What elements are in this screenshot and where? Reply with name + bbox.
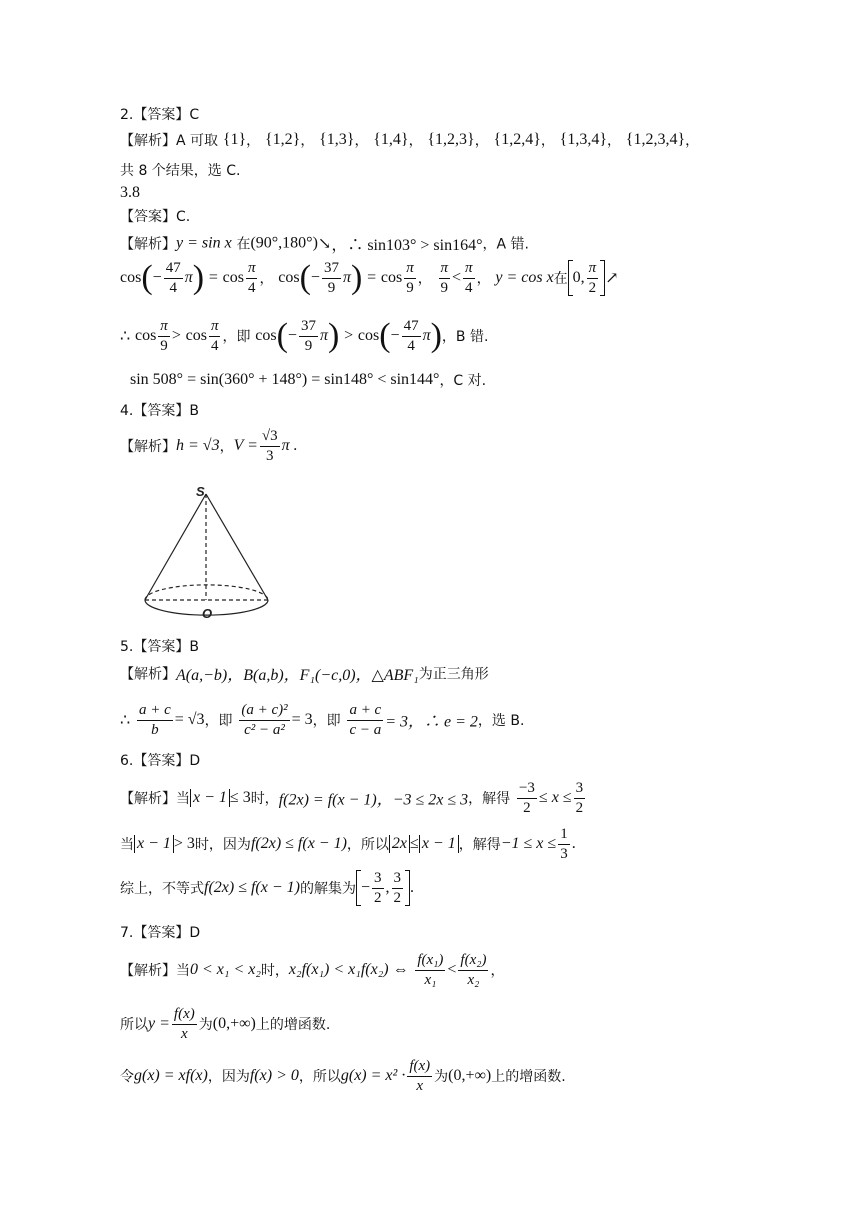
q6-analysis-line1: [120, 780, 860, 816]
cos: cos: [380, 269, 403, 286]
text: ，解得: [468, 791, 511, 807]
text: ，B 错.: [441, 329, 489, 345]
set: {1,2,3}: [427, 131, 475, 148]
paren-left: (: [379, 317, 391, 354]
text: 为正三角形: [418, 666, 489, 683]
text: ，即: [222, 329, 251, 345]
fraction: $\frac{-3}{2}$: [518, 780, 535, 816]
expr: π .: [281, 437, 298, 454]
paren-right: ): [430, 317, 442, 354]
expr: = √3: [174, 711, 205, 728]
fraction: $\frac{√3}{3}$: [261, 428, 278, 464]
fraction: $\frac{\pi}{4}$: [465, 260, 473, 296]
set: {1,3,4}: [559, 131, 608, 148]
arrow-up-right-icon: ↗: [605, 270, 619, 287]
sep: ，: [259, 271, 274, 287]
q2-text: A 可取: [176, 133, 219, 149]
eq: =: [367, 269, 377, 286]
set: {1,2}: [264, 131, 301, 148]
expr: y = cos x: [495, 269, 554, 286]
expr: V =: [233, 437, 258, 454]
expr: g(x) = x² ·: [340, 1067, 406, 1084]
text: ，C 对.: [439, 373, 487, 389]
sep: ,: [385, 879, 390, 896]
fraction: $\frac{f(x)}{x}$: [173, 1006, 195, 1042]
cos: cos: [278, 269, 300, 286]
fraction: $\frac{\pi}{9}$: [406, 260, 414, 296]
apex-label: S: [196, 484, 205, 499]
expr: y = sin x: [176, 234, 232, 252]
expr: f(2x) ≤ f(x − 1): [250, 835, 347, 852]
cos: cos: [255, 327, 277, 344]
expr: −1 ≤ x ≤: [500, 835, 557, 852]
expr: x₂f(x₁) < x₁f(x₂) ⇔: [288, 961, 409, 978]
expr: g(x) = xf(x): [134, 1067, 208, 1084]
expr: y =: [148, 1015, 170, 1032]
expr: ，∴ sin103° > sin164°: [331, 237, 483, 254]
paren-left: (: [276, 317, 288, 354]
q3-analysis-line3: [120, 318, 860, 354]
sep: ，: [474, 133, 489, 149]
text: ，A 错.: [482, 236, 529, 253]
text: 上的增函数.: [255, 1017, 331, 1033]
fraction: $\frac{a + c}{b}$: [138, 702, 171, 738]
fraction: $\frac{37}{9}$: [300, 318, 316, 354]
expr: f(2x) ≤ f(x − 1): [204, 879, 300, 896]
sep: ，: [607, 133, 622, 149]
text: ，即: [312, 713, 341, 729]
text: 时，: [260, 963, 289, 979]
text: 在: [553, 271, 568, 287]
analysis-label: 【解析】: [120, 439, 176, 455]
text: 所以: [120, 1017, 148, 1033]
fraction: $\frac{\pi}{9}$: [440, 260, 449, 296]
q3-number: 3.8: [120, 184, 140, 201]
q3-analysis-line4: [130, 370, 860, 390]
paren-left: (: [299, 259, 311, 296]
analysis-label: 【解析】: [120, 133, 176, 149]
dot: .: [571, 835, 576, 852]
text: 为: [198, 1017, 213, 1033]
q2-analysis-line1: [120, 130, 860, 150]
set: {1,2,3,4}: [625, 131, 686, 148]
text: 时，: [250, 791, 279, 807]
q7-analysis-line1: [120, 952, 860, 988]
q7-answer: 7.【答案】D: [120, 925, 201, 941]
cos: cos: [222, 269, 244, 286]
expr: A(a,−b)，B(a,b)，F₁(−c,0)，△ABF₁: [176, 667, 419, 684]
text: ，选 B.: [477, 713, 525, 729]
q3-analysis-line1: [120, 232, 860, 255]
fraction: $\frac{3}{2}$: [393, 870, 402, 906]
expr: = 3，∴ e = 2: [385, 713, 478, 731]
paren-right: ): [350, 259, 363, 296]
q2-answer: 2.【答案】C: [120, 107, 200, 123]
text: ，所以: [346, 837, 389, 853]
pi: π: [422, 327, 431, 344]
fraction: $\frac{47}{4}$: [165, 260, 181, 296]
set: {1}: [222, 131, 247, 148]
text: 当: [120, 837, 134, 853]
text: 令: [120, 1069, 134, 1085]
sep: ，: [408, 133, 423, 149]
set: {1,3}: [319, 131, 355, 148]
q3-answer: 【答案】C.: [120, 209, 191, 225]
text: ，解得: [458, 837, 501, 853]
cos: cos: [120, 269, 142, 286]
analysis-label: 【解析】当: [120, 791, 190, 807]
expr: 0,: [572, 269, 585, 286]
center-label: O: [202, 606, 213, 621]
dot: .: [410, 879, 415, 896]
gt: >: [344, 327, 354, 344]
set: {1,2,4}: [493, 131, 541, 148]
expr: 0 < x₁ < x₂: [190, 961, 261, 978]
fraction: $\frac{37}{9}$: [323, 260, 339, 296]
text: ，所以: [298, 1069, 341, 1085]
therefore: ∴: [120, 712, 131, 729]
sep: ，: [476, 271, 491, 287]
q4-answer: 4.【答案】B: [120, 403, 199, 419]
text: ，因为: [207, 1069, 250, 1085]
pi: π: [342, 269, 351, 286]
abs-expr: 2x: [389, 835, 410, 853]
q6-analysis-line2: [120, 826, 860, 862]
text: 综上，不等式: [120, 881, 204, 897]
paren-left: (: [141, 259, 153, 296]
paren-right: ): [192, 259, 205, 296]
minus: −: [360, 879, 371, 896]
expr: h = √3: [176, 437, 220, 454]
fraction: $\frac{\pi}{4}$: [210, 318, 219, 354]
le: ≤: [410, 835, 419, 852]
fraction: $\frac{\text{f(x₁)}}{\text{x₁}}$: [417, 952, 444, 988]
cos: cos: [134, 327, 157, 344]
interval: (90°,180°): [250, 234, 318, 252]
fraction: $\frac{f(x)}{x}$: [409, 1058, 431, 1094]
expr: > 3: [173, 835, 195, 852]
q7-analysis-line3: [120, 1058, 860, 1094]
expr: = 3: [291, 711, 313, 728]
fraction: $\frac{\pi}{2}$: [588, 260, 597, 296]
arrow-down-right-icon: ↘: [317, 235, 332, 253]
fraction: $\frac{\text{f(x₂)}}{\text{x₂}}$: [460, 952, 487, 988]
text: 的解集为: [299, 881, 356, 897]
paren-right: ): [327, 317, 340, 354]
text: ，即: [204, 713, 233, 729]
q5-analysis-line1: [120, 662, 860, 685]
expr: ≤ x ≤: [538, 789, 572, 806]
fraction: $\frac{1}{3}$: [560, 826, 568, 862]
fraction: $\frac{a + c}{c - a}$: [349, 702, 382, 738]
q5-analysis-line2: [120, 702, 860, 738]
q3-analysis-line2: [120, 260, 860, 296]
minus: −: [310, 269, 320, 286]
abs-expr: x − 1: [134, 835, 174, 853]
expr: sin 508° = sin(360° + 148°) = sin148° < sin144°: [130, 371, 440, 388]
fraction: $\frac{\text{(a + c)²}}{\text{c² − a²}}$: [241, 702, 288, 738]
fraction: $\frac{47}{4}$: [403, 318, 419, 354]
sep: ，: [300, 133, 315, 149]
analysis-label: 【解析】: [120, 236, 176, 253]
interval: (0,+∞): [212, 1015, 256, 1032]
interval: (0,+∞): [448, 1067, 492, 1084]
analysis-label: 【解析】: [120, 666, 176, 683]
text: 在: [236, 236, 251, 253]
expr: f(2x) = f(x − 1)，−3 ≤ 2x ≤ 3: [278, 791, 469, 809]
minus: −: [152, 269, 162, 286]
minus: −: [390, 327, 400, 344]
fraction: $\frac{\pi}{4}$: [247, 260, 256, 296]
pi: π: [319, 327, 328, 344]
analysis-label: 【解析】当: [120, 963, 190, 979]
q2-analysis-line2: 共 8 个结果，选 C.: [120, 163, 241, 179]
sep: ，: [540, 133, 555, 149]
eq: =: [208, 269, 218, 286]
therefore: ∴: [120, 328, 131, 345]
text: 上的增函数.: [491, 1069, 566, 1085]
fraction: $\frac{3}{2}$: [575, 780, 584, 816]
fraction: $\frac{3}{2}$: [374, 870, 382, 906]
lt: <: [452, 269, 462, 286]
sep: ，: [246, 133, 261, 149]
q4-analysis: 【解析】h = √3，V = $\frac{√3}{3}$ π .: [120, 428, 298, 464]
expr: f(x) > 0: [249, 1067, 299, 1084]
q5-answer: 5.【答案】B: [120, 639, 199, 655]
sep: ，: [685, 133, 700, 149]
cos: cos: [185, 327, 207, 344]
cone-figure: [140, 482, 280, 622]
sep: ，: [354, 133, 369, 149]
text: 时，因为: [194, 837, 251, 853]
minus: −: [287, 327, 297, 344]
gt: >: [171, 327, 181, 344]
sep: ，: [490, 963, 505, 979]
abs-expr: x − 1: [190, 789, 230, 807]
sep: ，: [417, 271, 432, 287]
lt: <: [447, 961, 457, 978]
fraction: $\frac{\pi}{9}$: [160, 318, 168, 354]
pi: π: [184, 269, 193, 286]
q6-analysis-line3: [120, 870, 860, 906]
q6-answer: 6.【答案】D: [120, 753, 201, 769]
cos: cos: [357, 327, 380, 344]
text: 为: [434, 1069, 449, 1085]
set: {1,4}: [373, 131, 409, 148]
q7-analysis-line2: [120, 1006, 860, 1042]
abs-expr: x − 1: [419, 835, 459, 853]
expr: ≤ 3: [229, 789, 251, 806]
